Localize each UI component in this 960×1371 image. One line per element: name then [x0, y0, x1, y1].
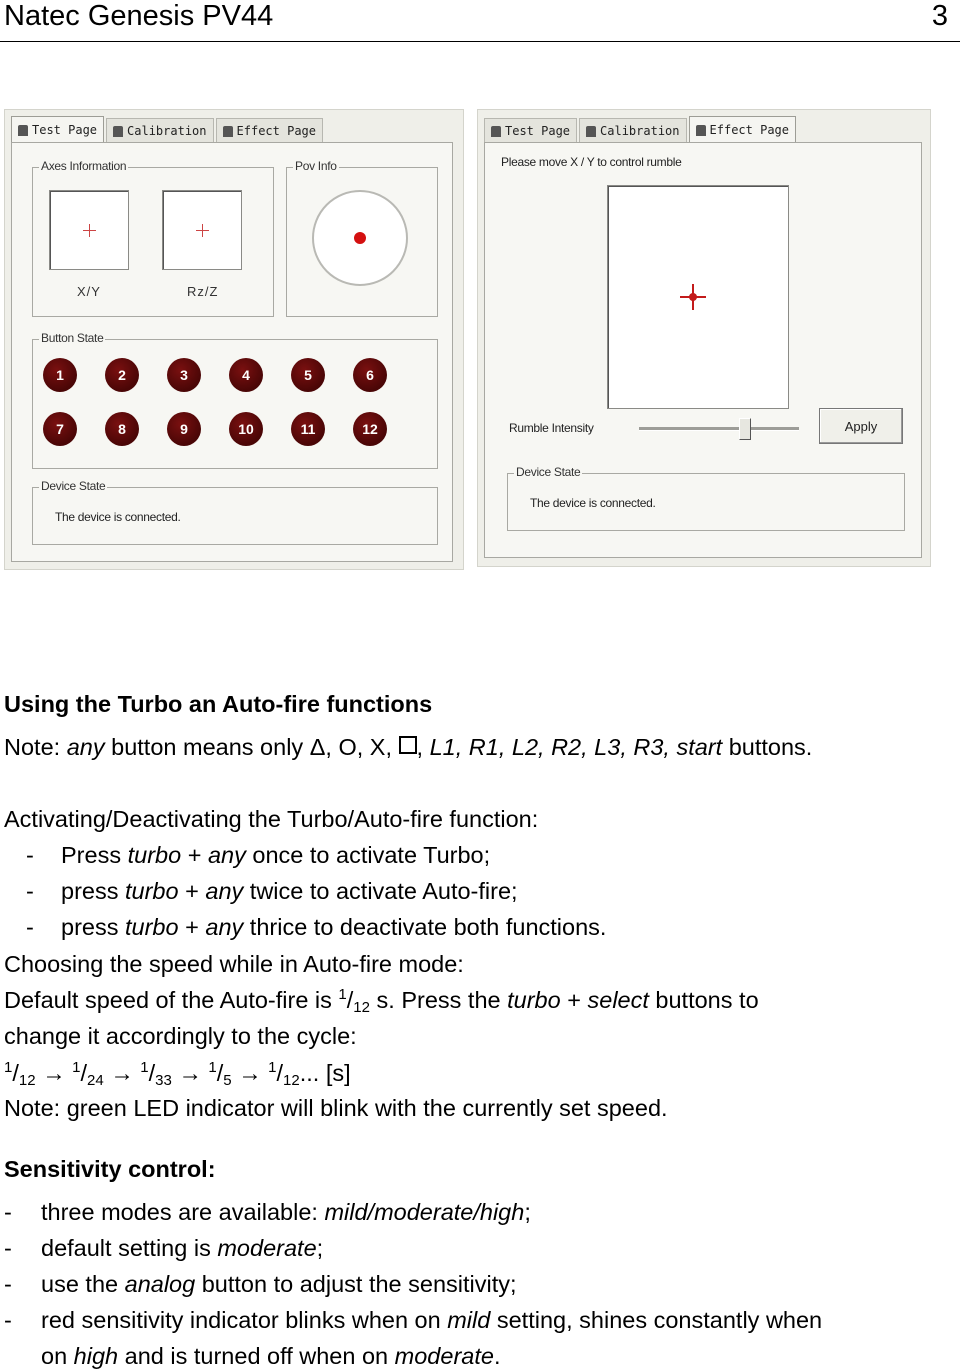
any-button-note: Note: any button means only Δ, O, X, , L1, R1, L2, R2, L3, R3, start buttons. — [4, 734, 813, 760]
tab-effect-page[interactable]: Effect Page — [216, 118, 323, 143]
cursor-dot — [689, 293, 697, 301]
document-title: Natec Genesis PV44 — [4, 0, 274, 32]
apply-button[interactable]: Apply — [819, 408, 903, 444]
bullet-dash: - — [4, 1271, 12, 1297]
group-label: Pov Info — [295, 159, 337, 173]
bullet-item: use the analog button to adjust the sensitivity; — [41, 1271, 517, 1297]
bullet-dash: - — [26, 842, 34, 868]
button-indicator: 10 — [229, 412, 263, 446]
bullet-dash: - — [4, 1199, 12, 1225]
xy-axis-label: X/Y — [77, 284, 101, 299]
bullet-item: Press turbo + any once to activate Turbo; — [61, 842, 491, 868]
change-cycle-text: change it accordingly to the cycle: — [4, 1023, 357, 1049]
bullet-item: red sensitivity indicator blinks when on mild setting, shines constantly when — [41, 1307, 823, 1333]
sensitivity-heading: Sensitivity control: — [4, 1156, 216, 1182]
tab-test-page[interactable]: Test Page — [11, 116, 104, 143]
button-indicator: 3 — [167, 358, 201, 392]
effect-page-screenshot — [477, 109, 931, 567]
tab-effect-page[interactable]: Effect Page — [689, 116, 796, 143]
xy-axis-display — [49, 190, 129, 270]
bullet-dash: - — [26, 914, 34, 940]
axes-information-group — [32, 159, 274, 317]
bullet-item: press turbo + any thrice to deactivate both functions. — [61, 914, 607, 940]
bullet-item: default setting is moderate; — [41, 1235, 324, 1261]
rumble-intensity-slider-track[interactable] — [639, 427, 799, 431]
led-note: Note: green LED indicator will blink with the currently set speed. — [4, 1095, 668, 1121]
group-label: Device State — [516, 465, 581, 479]
tab-content — [484, 142, 922, 558]
tab-bar — [484, 116, 798, 142]
turbo-section-heading: Using the Turbo an Auto-fire functions — [4, 691, 433, 717]
tab-icon — [113, 126, 123, 137]
crosshair-cursor[interactable] — [680, 284, 706, 310]
tab-icon — [586, 126, 596, 137]
button-indicator: 1 — [43, 358, 77, 392]
axis-cursor — [196, 224, 209, 237]
group-label: Button State — [41, 331, 104, 345]
rumble-intensity-slider-thumb[interactable] — [739, 418, 751, 440]
rumble-instruction: Please move X / Y to control rumble — [501, 155, 682, 169]
button-indicator: 8 — [105, 412, 139, 446]
rumble-intensity-label: Rumble Intensity — [509, 421, 594, 435]
page-header — [0, 0, 960, 42]
button-indicator: 2 — [105, 358, 139, 392]
rumble-control-area[interactable] — [607, 185, 789, 409]
button-state-group — [32, 331, 438, 469]
pov-indicator — [312, 190, 408, 286]
test-page-screenshot — [4, 109, 464, 570]
device-status-text: The device is connected. — [530, 496, 656, 510]
activating-heading: Activating/Deactivating the Turbo/Auto-fire function: — [4, 806, 539, 832]
pov-dot — [354, 232, 366, 244]
tab-bar — [11, 116, 325, 142]
tab-calibration[interactable]: Calibration — [579, 118, 686, 143]
tab-icon — [696, 125, 706, 136]
group-label: Axes Information — [41, 159, 127, 173]
rz-axis-display — [162, 190, 242, 270]
pov-info-group — [286, 159, 438, 317]
tab-content — [11, 142, 453, 562]
bullet-dash: - — [4, 1235, 12, 1261]
button-indicator: 11 — [291, 412, 325, 446]
square-button-icon — [399, 736, 417, 754]
tab-icon — [223, 126, 233, 137]
button-indicator: 6 — [353, 358, 387, 392]
bullet-item: three modes are available: mild/moderate/high; — [41, 1199, 531, 1225]
group-label: Device State — [41, 479, 106, 493]
bullet-dash: - — [4, 1307, 12, 1333]
tab-icon — [491, 126, 501, 137]
rz-axis-label: Rz/Z — [187, 284, 219, 299]
device-state-group — [32, 479, 438, 545]
button-indicator: 12 — [353, 412, 387, 446]
page-number: 3 — [931, 0, 948, 32]
button-indicator: 9 — [167, 412, 201, 446]
button-indicator: 7 — [43, 412, 77, 446]
bullet-dash: - — [26, 878, 34, 904]
axis-cursor — [83, 224, 96, 237]
speed-cycle: $^1/_{12} \to ^1/_{24} \to ^1/_{33} \to ^1/_5 \to ^1/_{12}$... [s] — [4, 1059, 351, 1089]
tab-icon — [18, 125, 28, 136]
tab-calibration[interactable]: Calibration — [106, 118, 213, 143]
button-indicator: 5 — [291, 358, 325, 392]
choosing-speed-text: Choosing the speed while in Auto-fire mode: — [4, 951, 464, 977]
default-speed-text: Default speed of the Auto-fire is $^1/_{12}$ s. Press the turbo + select buttons to — [4, 986, 759, 1016]
device-state-group — [507, 465, 905, 531]
bullet-item: press turbo + any twice to activate Auto-fire; — [61, 878, 518, 904]
bullet-item-continuation: on high and is turned off when on moderate. — [41, 1343, 501, 1369]
button-indicator: 4 — [229, 358, 263, 392]
device-status-text: The device is connected. — [55, 510, 181, 524]
tab-test-page[interactable]: Test Page — [484, 118, 577, 143]
